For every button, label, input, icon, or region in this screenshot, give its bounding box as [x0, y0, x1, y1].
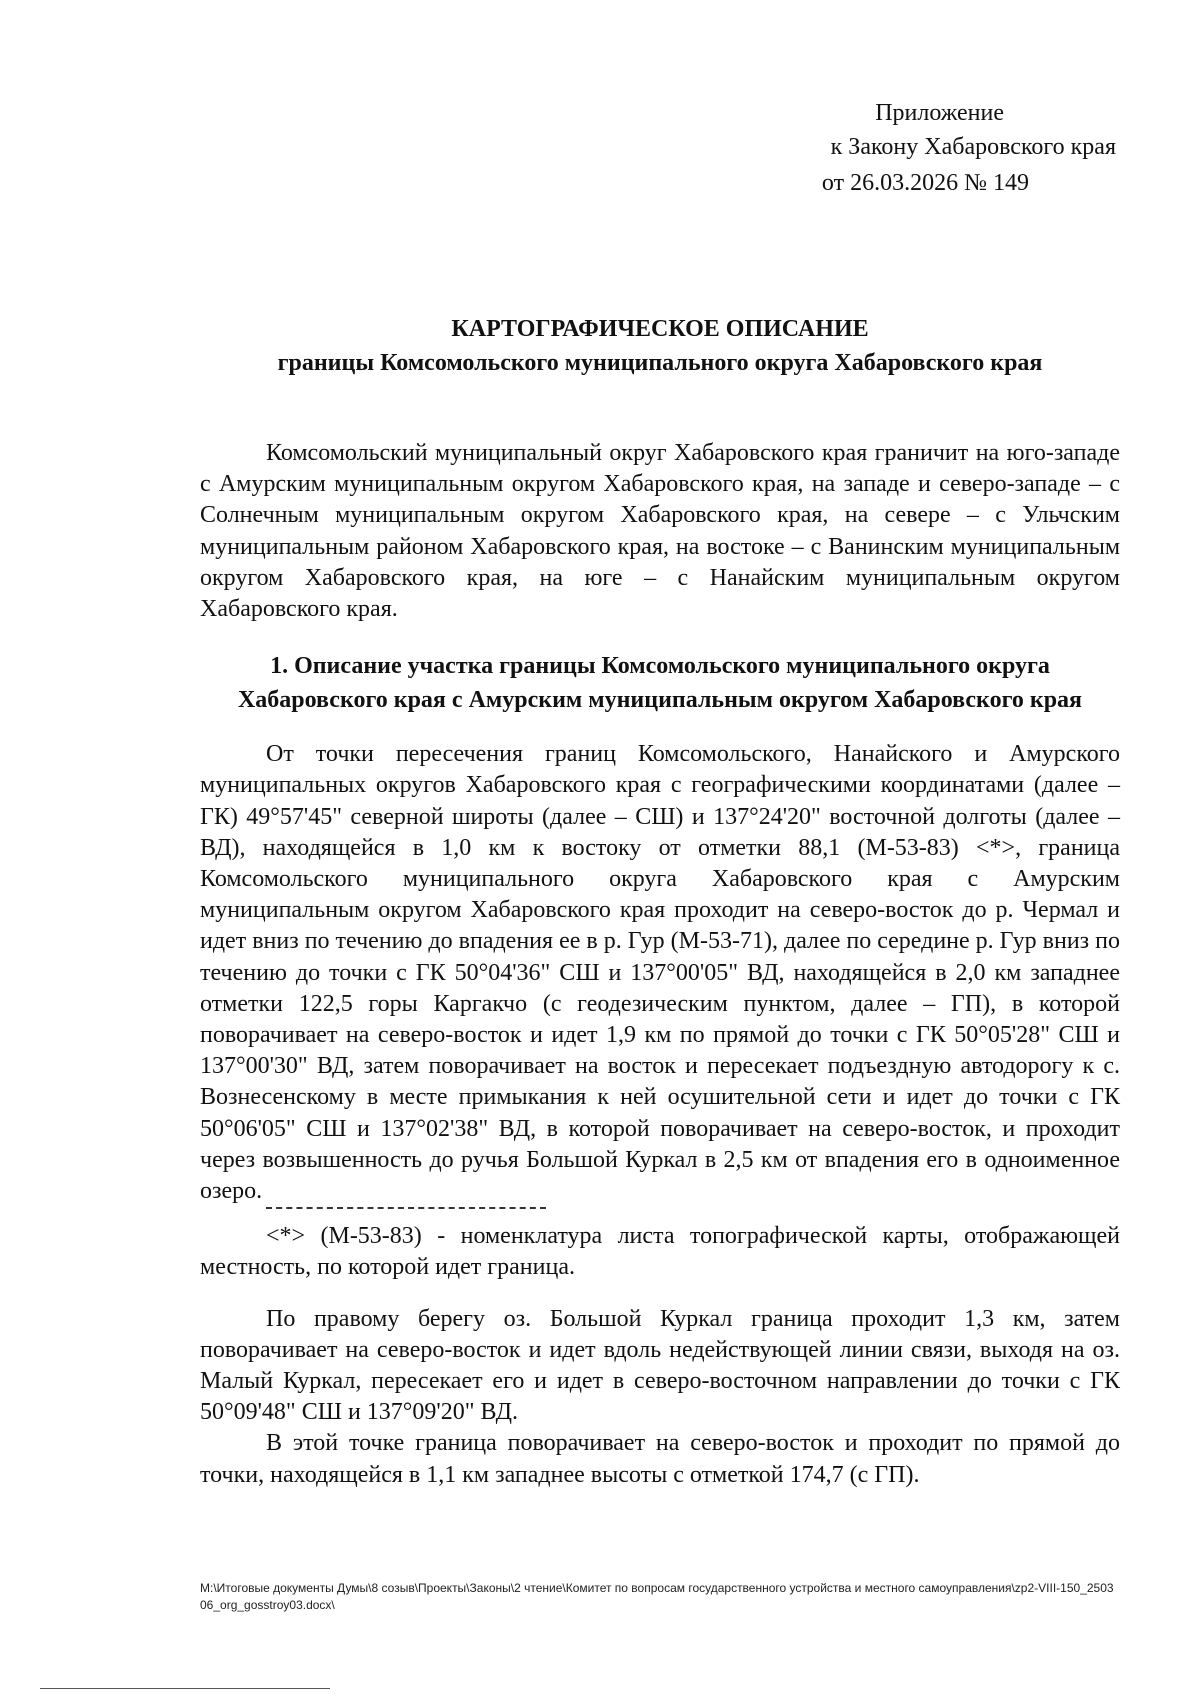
document-body [200, 438, 1120, 1491]
law-date-number: от 26.03.2026 № 149 [821, 170, 1029, 196]
appendix-label: Приложение [875, 100, 1004, 126]
footnote: <*> (М-53-83) - номенклатура листа топографической карты, отображающей местность, по которой идет граница. [200, 1223, 1120, 1281]
footnote-separator [266, 1207, 546, 1221]
intro-paragraph: Комсомольский муниципальный округ Хабаровского края граничит на юго-западе с Амурским муниципальным округом Хабаровского края, на западе и северо-западе – с Солнечным муниципальным округом Хабаровского края, на севере – с Ульчским муниципальным районом Хабаровского края, на востоке – с Ванинским муниципальным округом Хабаровского края, на юге – с Нанайским муниципальным округом Хабаровского края. [200, 440, 1120, 623]
section-1-paragraph-1: От точки пересечения границ Комсомольского, Нанайского и Амурского муниципальных округов Хабаровского края с географическими координатами (далее – ГК) 49°57'45" северной широты (далее – СШ) и 137°24'20" восточной долготы (далее – ВД), находящейся в 1,0 км к востоку от отметки 88,1 (М-53-83) <*>, граница Комсомольского муниципального округа Хабаровского края с Амурским муниципальным округом Хабаровского края проходит на северо-восток до р. Чермал и идет вниз по течению до впадения ее в р. Гур (М-53-71), далее по середине р. Гур вниз по течению до точки с ГК 50°04'36" СШ и 137°00'05" ВД, находящейся в 2,0 км западнее отметки 122,5 горы Каргакчо (с геодезическим пунктом, далее – ГП), в которой поворачивает на северо-восток и идет 1,9 км по прямой до точки с ГК 50°05'28" СШ и 137°00'30" ВД, затем поворачивает на восток и пересекает подъездную автодорогу к с. Вознесенскому в месте примыкания к ней осушительной сети и идет до точки с ГК 50°06'05" СШ и 137°02'38" ВД, в которой поворачивает на северо-восток, и проходит через возвышенность до ручья Большой Куркал в 2,5 км от впадения его в одноименное озеро. [200, 741, 1120, 1205]
title-main: КАРТОГРАФИЧЕСКОЕ ОПИСАНИЕ [451, 316, 869, 342]
section-1-paragraph-3: В этой точке граница поворачивает на северо-восток и проходит по прямой до точки, находящейся в 1,1 км западнее высоты с отметкой 174,7 (с ГП). [200, 1430, 1120, 1488]
document-title [200, 312, 1120, 380]
scan-artifact-line [40, 1688, 330, 1689]
title-sub: границы Комсомольского муниципального округа Хабаровского края [277, 350, 1043, 376]
law-reference: к Закону Хабаровского края [830, 134, 1116, 160]
paragraph-gap [200, 1284, 1120, 1304]
file-path-footer: M:\Итоговые документы Думы\8 созыв\Проекты\Законы\2 чтение\Комитет по вопросам государственного устройства и местного самоуправления\zp2-VIII-150_250306_org_gosstroy03.docx\ [200, 1581, 1114, 1612]
section-1-paragraph-2: По правому берегу оз. Большой Куркал граница проходит 1,3 км, затем поворачивает на северо-восток и идет вдоль недействующей линии связи, выходя на оз. Малый Куркал, пересекает его и идет в северо-восточном направлении до точки с ГК 50°09'48" СШ и 137°09'20" ВД. [200, 1305, 1120, 1426]
section-1-heading: 1. Описание участка границы Комсомольского муниципального округа Хабаровского края с Амурским муниципальным округом Хабаровского края [237, 653, 1083, 714]
appendix-header [696, 96, 1116, 200]
